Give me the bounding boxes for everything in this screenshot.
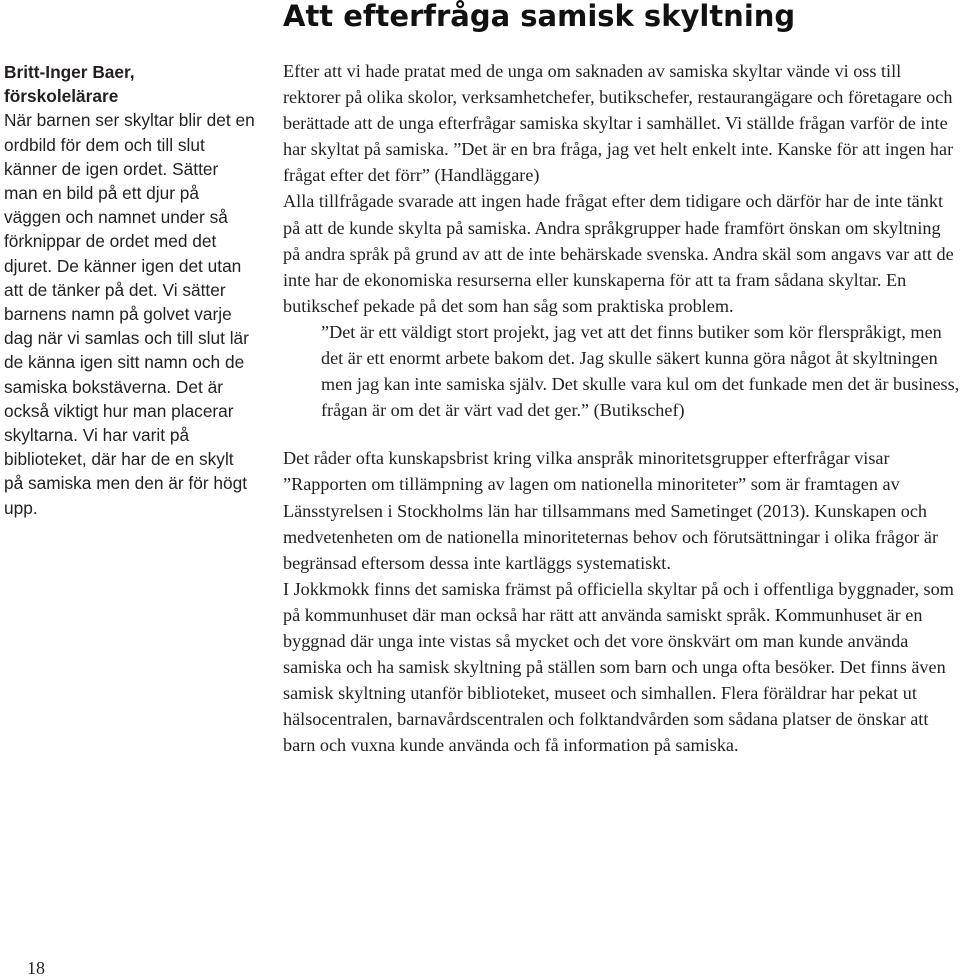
- sidebar-author-role: förskolelärare: [4, 86, 119, 107]
- main-article: [283, 58, 960, 758]
- page-number: 18: [27, 958, 45, 978]
- paragraph-spacer: [283, 423, 960, 445]
- sidebar-body-text: När barnen ser skyltar blir det en ordbild för dem och till slut känner de igen ordet. Sätter man en bild på ett djur på väggen och namnet under så förknippar de ordet med det djuret. De känner igen det utan att de tänker på det. Vi sätter barnens namn på golvet varje dag när vi samlas och till slut lär de känna igen sitt namn och de samiska bokstäverna. Det är också viktigt hur man placerar skyltarna. Vi har varit på biblioteket, där har de en skylt på samiska men den är för högt upp.: [4, 110, 255, 518]
- sidebar-quote-box: [4, 60, 256, 520]
- block-quote: ”Det är ett väldigt stort projekt, jag vet att det finns butiker som kör flerspråkigt, men det är ett enormt arbete bakom det. Jag skulle säkert kunna göra något åt skyltningen men jag kan inte samiska själv. Det skulle vara kul om det funkade men det är business, frågan är om det är värt vad det ger.” (Butikschef): [321, 321, 960, 421]
- article-paragraph-3: Det råder ofta kunskapsbrist kring vilka anspråk minoritetsgrupper efterfrågar visar ”Rapporten om tillämpning av lagen om nationella minoriteter” som är framtagen av Länsstyrelsen i Stockholms län har tillsammans med Sametinget (2013). Kunskapen och medvetenheten om de nationella minoriteternas behov och förutsättningar i olika frågor är begränsad eftersom dessa inte kartläggs systematiskt.: [283, 448, 939, 573]
- article-paragraph-1: Efter att vi hade pratat med de unga om saknaden av samiska skyltar vände vi oss till rektorer på olika skolor, verksamhetchefer, butikschefer, restaurangägare och företagare och berättade att de unga efterfrågar samiska skyltar i samhället. Vi ställde frågan varför de inte har skyltat på samiska. ”Det är en bra fråga, jag vet helt enkelt inte. Kanske för att ingen har frågat efter det förr” (Handläggare): [283, 61, 954, 186]
- page-title: Att efterfråga samisk skyltning: [283, 0, 796, 33]
- sidebar-author-name: Britt-Inger Baer,: [4, 62, 135, 82]
- article-paragraph-2: Alla tillfrågade svarade att ingen hade frågat efter dem tidigare och därför har de inte tänkt på att de kunde skylta på samiska. Andra språkgrupper hade framfört önskan om skyltning på andra språk på grund av att de inte behärskade svenska. Andra skäl som angavs var att de inte har de ekonomiska resurserna eller kunskaperna för att ta fram sådana skyltar. En butikschef pekade på det som han såg som praktiska problem.: [283, 191, 954, 316]
- article-paragraph-4: I Jokkmokk finns det samiska främst på officiella skyltar på och i offentliga byggnader, som på kommunhuset där man också har rätt att använda samiskt språk. Kommunhuset är en byggnad där unga inte vistas så mycket och det vore önskvärt om man kunde använda samiska och ha samisk skyltning på ställen som barn och unga ofta besöker. Det finns även samisk skyltning utanför biblioteket, museet och simhallen. Flera föräldrar har pekat ut hälsocentralen, barnavårdscentralen och folktandvården som sådana platser de önskar att barn och vuxna kunde använda och få information på samiska.: [283, 578, 954, 756]
